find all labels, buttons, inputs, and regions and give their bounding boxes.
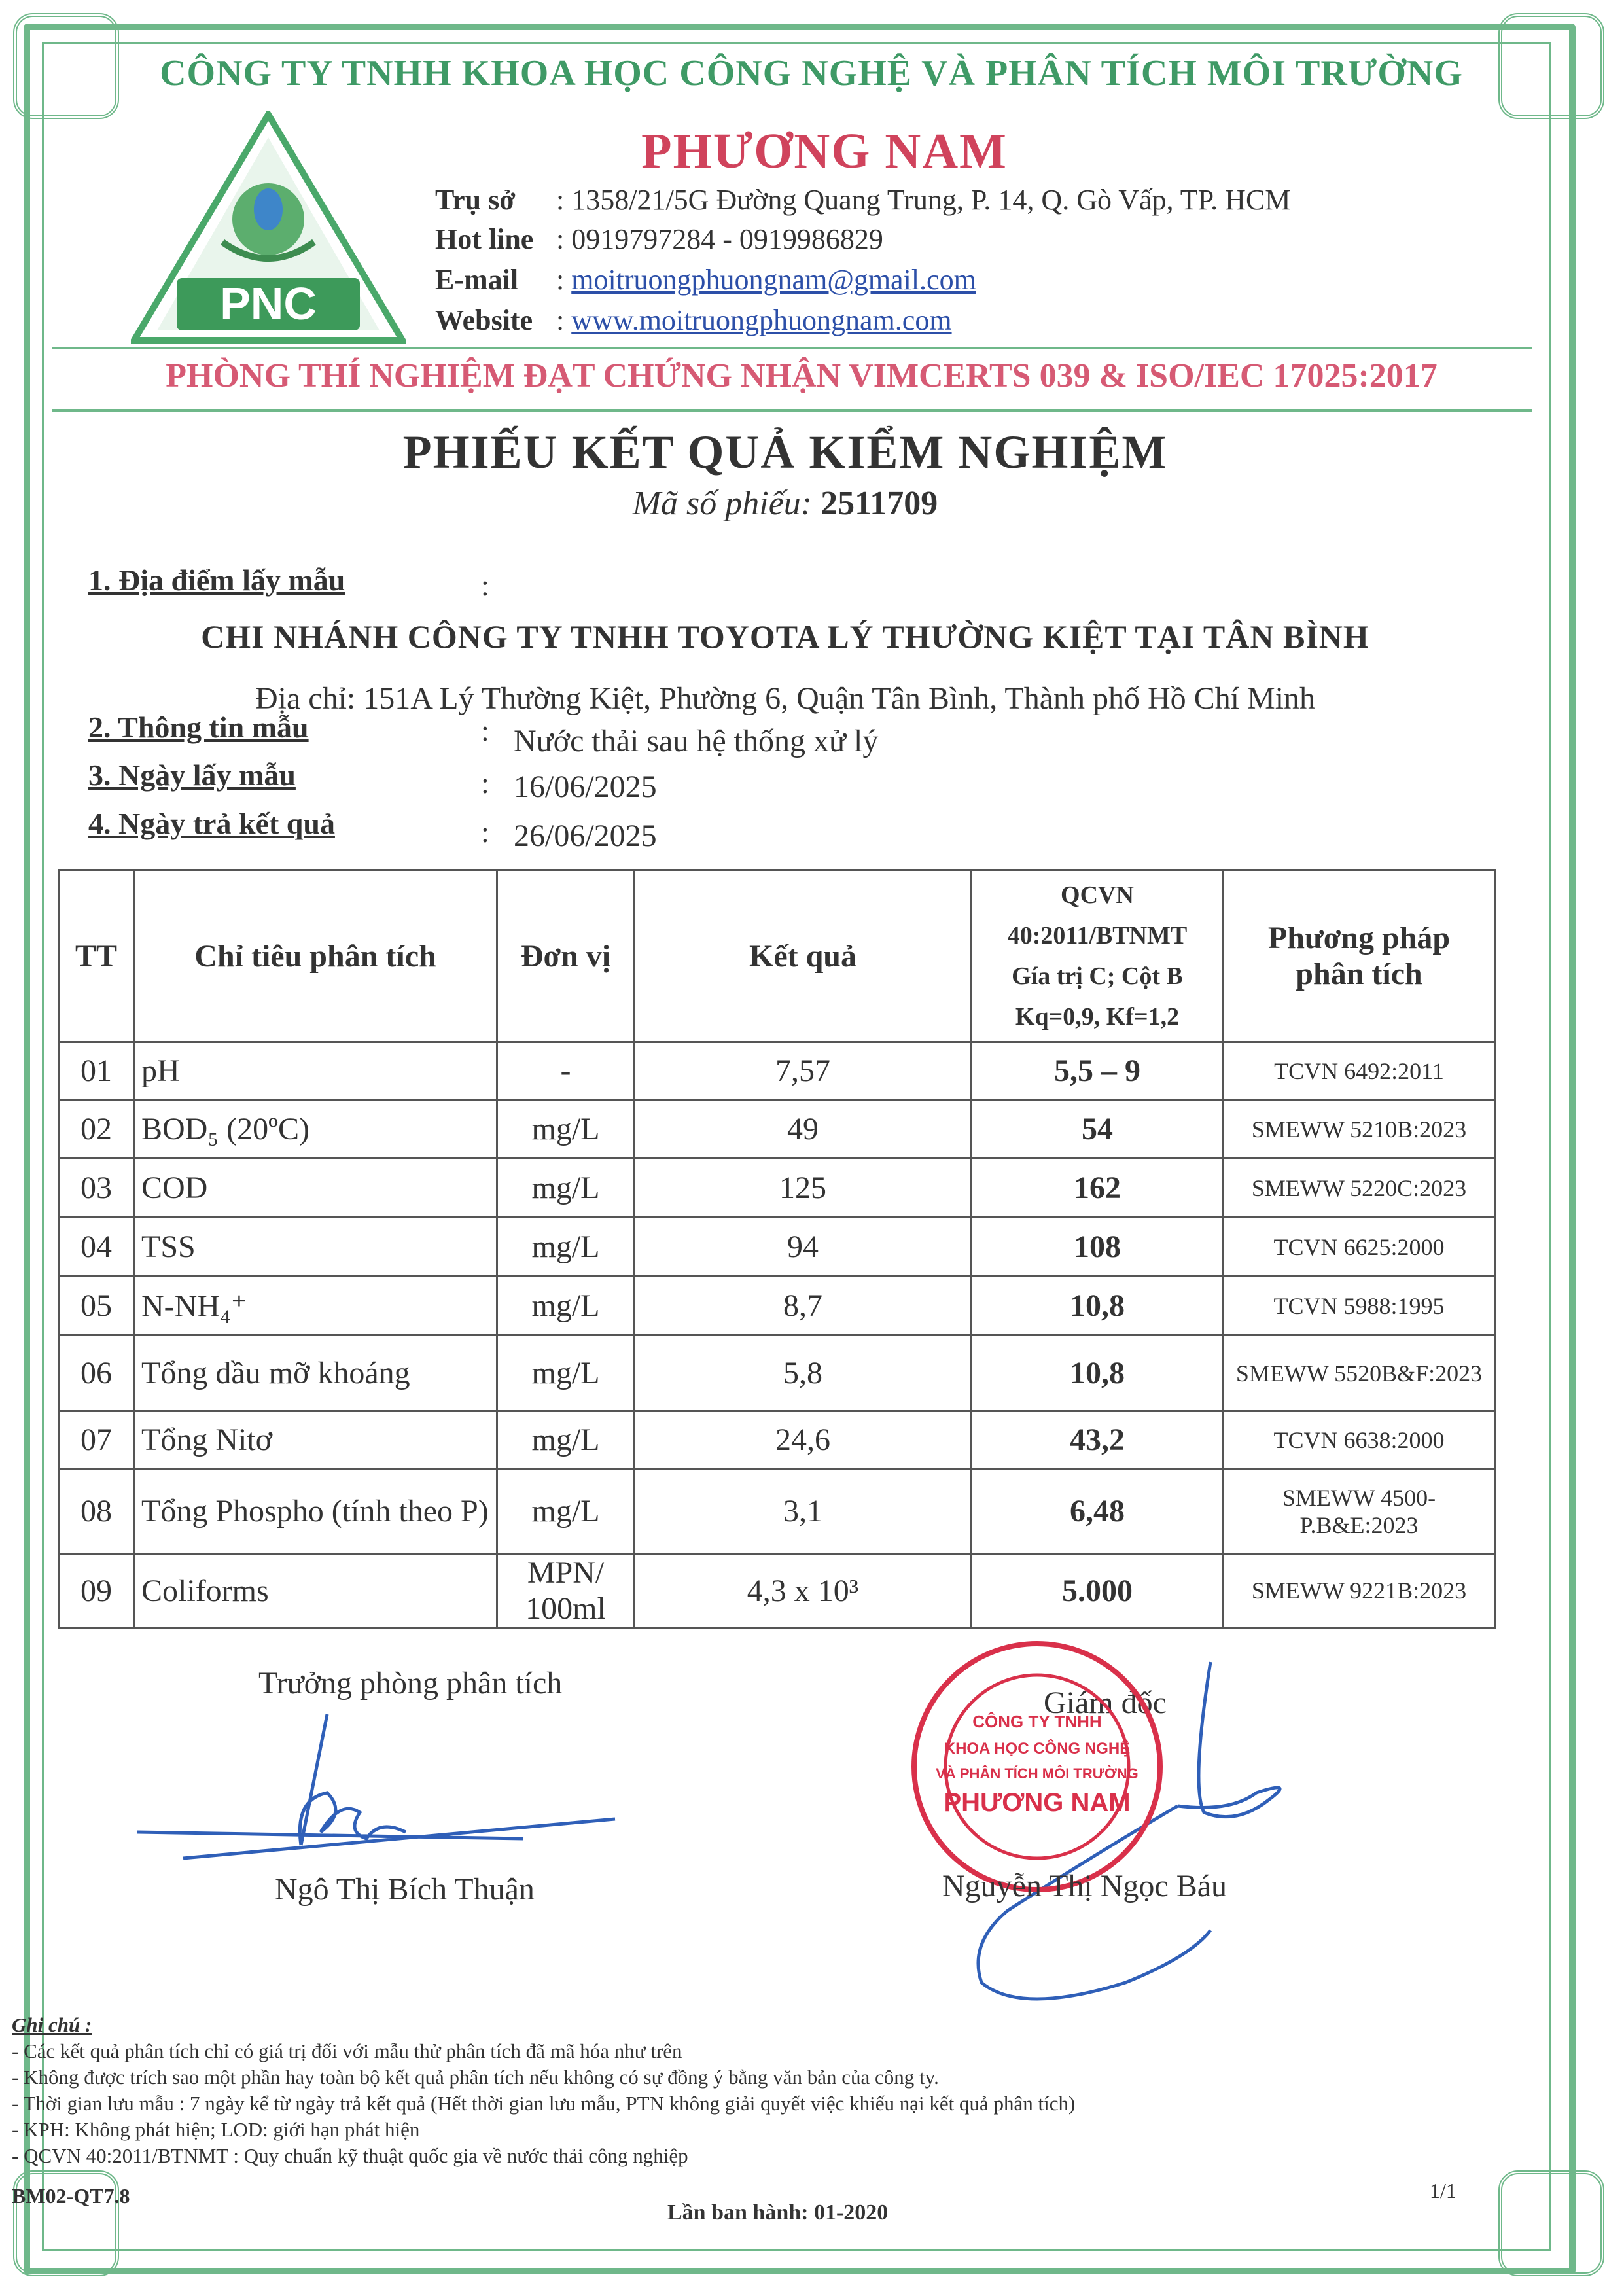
corner-ornament xyxy=(1498,2170,1604,2276)
email-link[interactable]: moitruongphuongnam@gmail.com xyxy=(571,264,976,296)
pnc-logo xyxy=(131,111,406,347)
note-item: - Không được trích sao một phần hay toàn bộ kết quả phân tích nếu không có sự đồng ý bằng văn bản của công ty. xyxy=(12,2066,939,2089)
corner-ornament xyxy=(13,13,119,119)
analysis-head-name: Ngô Thị Bích Thuận xyxy=(275,1872,535,1907)
director-title: Giám đốc xyxy=(1044,1686,1167,1720)
company-stamp xyxy=(906,1636,1168,1898)
contact-label: E-mail xyxy=(435,264,519,296)
note-item: - Thời gian lưu mẫu : 7 ngày kể từ ngày trả kết quả (Hết thời gian lưu mẫu, PTN không giải quyết việc khiếu nại kết quả phân tích) xyxy=(12,2092,1076,2115)
note-item: - Các kết quả phân tích chỉ có giá trị đối với mẫu thử phân tích đã mã hóa như trên xyxy=(12,2040,682,2062)
svg-text:CÔNG TY TNHH: CÔNG TY TNHH xyxy=(972,1712,1102,1731)
contact-label: Trụ sở xyxy=(435,184,516,216)
result-date-value: 26/06/2025 xyxy=(514,819,657,853)
contact-hotline: Hot line : 0919797284 - 0919986829 xyxy=(435,223,883,255)
colon: : xyxy=(481,766,489,800)
note-item: - QCVN 40:2011/BTNMT : Quy chuẩn kỹ thuật quốc gia về nước thải công nghiệp xyxy=(12,2144,688,2167)
result-date-label: 4. Ngày trả kết quả xyxy=(88,807,335,840)
page-number: 1/1 xyxy=(1430,2179,1456,2202)
contact-value: 0919797284 - 0919986829 xyxy=(571,223,883,255)
col-header-qcvn: QCVN 40:2011/BTNMT Gía trị C; Cột B Kq=0,9, Kf=1,2 xyxy=(972,870,1224,1042)
divider xyxy=(52,409,1532,412)
svg-text:PHƯƠNG NAM: PHƯƠNG NAM xyxy=(944,1788,1131,1817)
contact-email: E-mail : moitruongphuongnam@gmail.com xyxy=(435,264,976,296)
col-header-result: Kết quả xyxy=(635,870,972,1042)
colon: : xyxy=(481,714,489,747)
notes-section xyxy=(12,2012,1517,2169)
table-row: 02 BOD₅ (20ºC) mg/L 49 54 SMEWW 5210B:2023 xyxy=(59,1100,1495,1159)
logo-text: PNC xyxy=(220,278,317,329)
table-row: 03 COD mg/L 125 162 SMEWW 5220C:2023 xyxy=(59,1159,1495,1218)
analysis-head-title: Trưởng phòng phân tích xyxy=(258,1666,563,1701)
company-name: CÔNG TY TNHH KHOA HỌC CÔNG NGHỆ VÀ PHÂN TÍCH MÔI TRƯỜNG xyxy=(160,53,1463,94)
divider xyxy=(52,347,1532,349)
table-row: 09 Coliforms MPN/ 100ml 4,3 x 10³ 5.000 SMEWW 9221B:2023 xyxy=(59,1554,1495,1628)
table-row: 04 TSS mg/L 94 108 TCVN 6625:2000 xyxy=(59,1218,1495,1277)
form-code: BM02-QT7.8 xyxy=(12,2184,130,2208)
lab-certification: PHÒNG THÍ NGHIỆM ĐẠT CHỨNG NHẬN VIMCERTS 039 & ISO/IEC 17025:2017 xyxy=(166,357,1438,395)
sampling-location-label: 1. Địa điểm lấy mẫu xyxy=(88,563,345,597)
note-item: - KPH: Không phát hiện; LOD: giới hạn phát hiện xyxy=(12,2118,420,2141)
col-header-unit: Đơn vị xyxy=(497,870,635,1042)
col-header-method: Phương pháp phân tích xyxy=(1224,870,1495,1042)
svg-text:VÀ PHÂN TÍCH MÔI TRƯỜNG: VÀ PHÂN TÍCH MÔI TRƯỜNG xyxy=(936,1765,1139,1782)
sample-info-value: Nước thải sau hệ thống xử lý xyxy=(514,724,879,758)
document-number-value: 2511709 xyxy=(821,485,938,522)
sampling-date-label: 3. Ngày lấy mẫu xyxy=(88,758,296,792)
table-header-row xyxy=(59,870,1495,1042)
website-link[interactable]: www.moitruongphuongnam.com xyxy=(571,304,952,336)
col-header-parameter: Chỉ tiêu phân tích xyxy=(134,870,497,1042)
customer-address: Địa chỉ: 151A Lý Thường Kiệt, Phường 6, Quận Tân Bình, Thành phố Hồ Chí Minh xyxy=(255,681,1316,716)
colon: : xyxy=(481,815,489,849)
brand-name: PHƯƠNG NAM xyxy=(641,124,1008,179)
col-header-tt: TT xyxy=(59,870,134,1042)
table-row: 07 Tổng Nitơ mg/L 24,6 43,2 TCVN 6638:2000 xyxy=(59,1411,1495,1469)
results-table xyxy=(58,869,1496,1629)
table-row: 01 pH - 7,57 5,5 – 9 TCVN 6492:2011 xyxy=(59,1042,1495,1100)
table-row: 08 Tổng Phospho (tính theo P) mg/L 3,1 6,48 SMEWW 4500-P.B&E:2023 xyxy=(59,1469,1495,1554)
svg-text:KHOA HỌC CÔNG NGHỆ: KHOA HỌC CÔNG NGHỆ xyxy=(944,1740,1131,1757)
document-title: PHIẾU KẾT QUẢ KIỂM NGHIỆM xyxy=(402,426,1168,478)
contact-label: Website xyxy=(435,304,533,336)
sampling-date-value: 16/06/2025 xyxy=(514,769,657,804)
notes-title: Ghi chú : xyxy=(12,2013,92,2036)
contact-label: Hot line xyxy=(435,223,534,255)
table-row: 05 N-NH₄⁺ mg/L 8,7 10,8 TCVN 5988:1995 xyxy=(59,1277,1495,1335)
corner-ornament xyxy=(1498,13,1604,119)
contact-website: Website : www.moitruongphuongnam.com xyxy=(435,304,952,336)
colon: : xyxy=(481,569,489,602)
issue-edition: Lần ban hành: 01-2020 xyxy=(667,2200,889,2225)
sample-info-label: 2. Thông tin mẫu xyxy=(88,711,309,744)
contact-value: 1358/21/5G Đường Quang Trung, P. 14, Q. Gò Vấp, TP. HCM xyxy=(571,184,1291,216)
contact-address: Trụ sở : 1358/21/5G Đường Quang Trung, P. 14, Q. Gò Vấp, TP. HCM xyxy=(435,184,1291,216)
director-name: Nguyễn Thị Ngọc Báu xyxy=(942,1869,1227,1903)
left-signature xyxy=(131,1701,628,1884)
document-number: Mã số phiếu: 2511709 xyxy=(632,485,938,522)
customer-name: CHI NHÁNH CÔNG TY TNHH TOYOTA LÝ THƯỜNG KIỆT TẠI TÂN BÌNH xyxy=(201,618,1369,655)
table-row: 06 Tổng dầu mỡ khoáng mg/L 5,8 10,8 SMEWW 5520B&F:2023 xyxy=(59,1335,1495,1411)
